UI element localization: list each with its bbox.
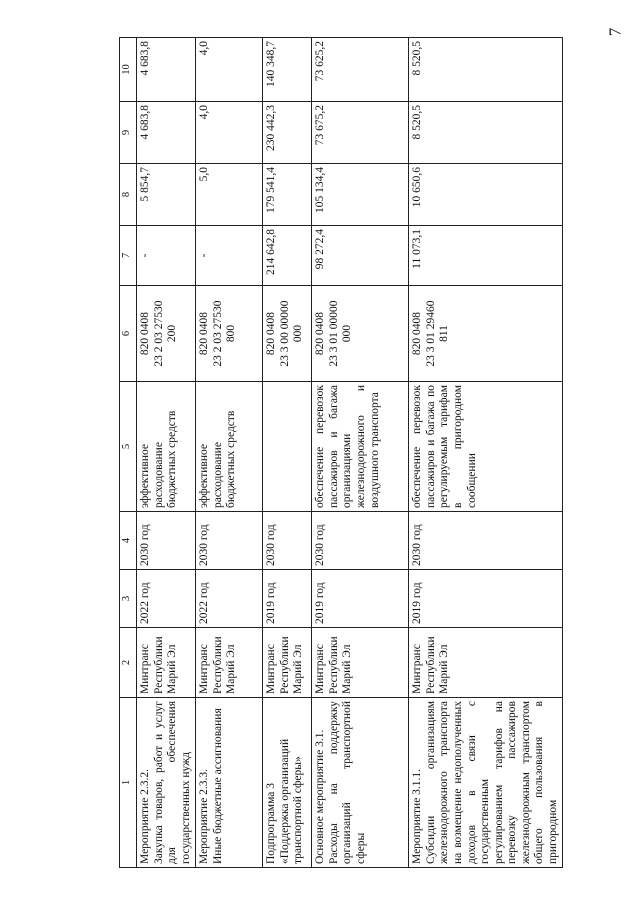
header-cell-2: 2 (120, 628, 137, 698)
row-result: обеспечение перевозок пассажиров и багажа организациями железнодорожного и воздушного транспорта (312, 382, 409, 512)
header-row (120, 38, 137, 868)
table-row (312, 38, 409, 868)
row-value-8: 10 650,6 (409, 164, 563, 226)
row-name: Основное мероприятие 3.1. Расходы на поддержку организаций транспортной сферы (312, 698, 409, 868)
row-value-9: 4,0 (196, 102, 263, 164)
program-table (119, 37, 563, 868)
row-end: 2030 год (196, 512, 263, 570)
table-row (409, 38, 563, 868)
row-end: 2030 год (312, 512, 409, 570)
row-kbk: 820 0408 23 2 03 27530 800 (196, 286, 263, 382)
row-value-10: 4,0 (196, 38, 263, 102)
row-start: 2019 год (409, 570, 563, 628)
row-value-9: 4 683,8 (137, 102, 196, 164)
row-value-8: 179 541,4 (263, 164, 312, 226)
table-row (137, 38, 196, 868)
row-result: эффективное расходование бюджетных средств (137, 382, 196, 512)
row-executor: Минтранс Республики Марий Эл (409, 628, 563, 698)
row-value-7: 11 073,1 (409, 226, 563, 286)
row-start: 2019 год (263, 570, 312, 628)
row-end: 2030 год (263, 512, 312, 570)
row-name: Подпрограмма 3 «Поддержка организаций транспортной сферы» (263, 698, 312, 868)
row-executor: Минтранс Республики Марий Эл (312, 628, 409, 698)
row-value-8: 5,0 (196, 164, 263, 226)
row-value-9: 73 675,2 (312, 102, 409, 164)
row-value-9: 230 442,3 (263, 102, 312, 164)
row-executor: Минтранс Республики Марий Эл (137, 628, 196, 698)
row-value-8: 5 854,7 (137, 164, 196, 226)
row-value-10: 4 683,8 (137, 38, 196, 102)
row-start: 2022 год (137, 570, 196, 628)
row-start: 2019 год (312, 570, 409, 628)
row-result: обеспечение перевозок пассажиров и багажа по регулируемым тарифам в пригородном сообщении (409, 382, 563, 512)
row-start: 2022 год (196, 570, 263, 628)
rotated-table-container (119, 38, 559, 868)
header-cell-5: 5 (120, 382, 137, 512)
header-cell-3: 3 (120, 570, 137, 628)
row-end: 2030 год (409, 512, 563, 570)
row-kbk: 820 0408 23 3 01 29460 811 (409, 286, 563, 382)
row-kbk: 820 0408 23 3 00 00000 000 (263, 286, 312, 382)
row-name: Мероприятие 2.3.2. Закупка товаров, работ и услуг для обеспечения государственных нужд (137, 698, 196, 868)
row-value-10: 140 348,7 (263, 38, 312, 102)
row-result (263, 382, 312, 512)
header-cell-6: 6 (120, 286, 137, 382)
row-value-9: 8 520,5 (409, 102, 563, 164)
row-value-7: 214 642,8 (263, 226, 312, 286)
row-executor: Минтранс Республики Марий Эл (196, 628, 263, 698)
header-cell-8: 8 (120, 164, 137, 226)
row-value-7: - (196, 226, 263, 286)
header-cell-7: 7 (120, 226, 137, 286)
row-kbk: 820 0408 23 2 03 27530 200 (137, 286, 196, 382)
row-value-10: 73 625,2 (312, 38, 409, 102)
page-number: 7 (604, 27, 624, 37)
table-row (196, 38, 263, 868)
row-value-8: 105 134,4 (312, 164, 409, 226)
table-row (263, 38, 312, 868)
row-result: эффективное расходование бюджетных средств (196, 382, 263, 512)
row-name: Мероприятие 3.1.1. Субсидии организациям железнодорожного транспорта на возмещение недополученных доходов в связи с государственным регулированием тарифов на перевозку пассажиров железнодорожным транспортом общего пользования в пригородном (409, 698, 563, 868)
row-value-7: 98 272,4 (312, 226, 409, 286)
header-cell-9: 9 (120, 102, 137, 164)
row-kbk: 820 0408 23 3 01 00000 000 (312, 286, 409, 382)
row-name: Мероприятие 2.3.3. Иные бюджетные ассигнования (196, 698, 263, 868)
row-executor: Минтранс Республики Марий Эл (263, 628, 312, 698)
row-value-10: 8 520,5 (409, 38, 563, 102)
row-value-7: - (137, 226, 196, 286)
row-end: 2030 год (137, 512, 196, 570)
header-cell-10: 10 (120, 38, 137, 102)
header-cell-4: 4 (120, 512, 137, 570)
header-cell-1: 1 (120, 698, 137, 868)
